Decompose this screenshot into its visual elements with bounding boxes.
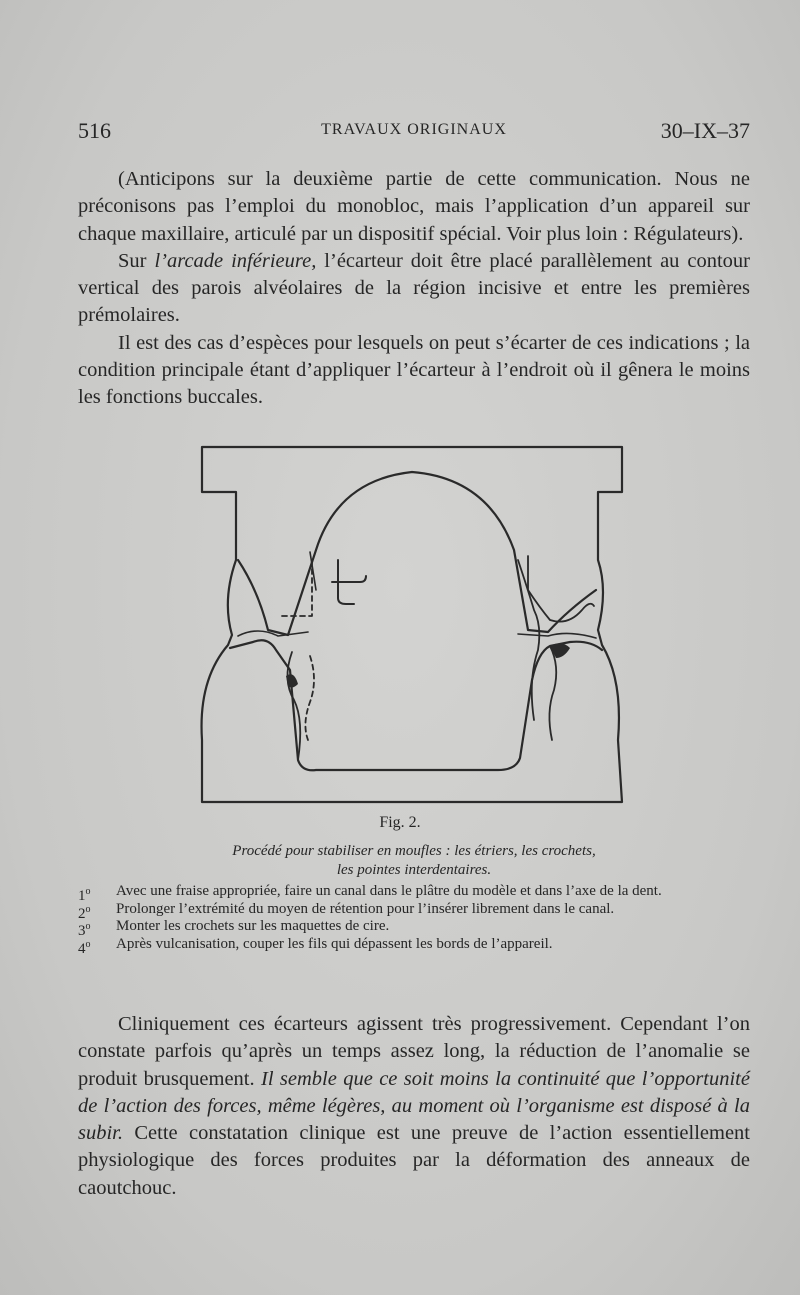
paragraph-arcade-inferieure: Sur l’arcade inférieure, l’écarteur doit être placé parallèlement au contour vertical des parois alvéolaires de la région incisive et entre les premières prémolaires.	[78, 249, 751, 327]
figure-caption	[78, 842, 750, 880]
figure-illustration	[198, 440, 634, 806]
paragraph-cliniquement: Cliniquement ces écarteurs agissent très progressivement. Cependant l’on constate parfois qu’après un temps assez long, la réduction de l’anomalie se produit brusquement. Il semble que ce soit moins la continuité que l’opportunité de l’action des forces, même légères, au moment où l’organisme est disposé à la subir. Cette constatation clinique est une preuve de l’action essentiellement physiologique des forces produites par la déformation des anneaux de caoutchouc.	[78, 1013, 750, 1199]
step-item: 1$^o$ Avec une fraise appropriée, faire un canal dans le plâtre du modèle et dans l’axe de la dent.	[78, 883, 662, 904]
paragraph-cas-especes: Il est des cas d’espèces pour lesquels on peut s’écarter de ces indications ; la condition principale étant d’appliquer l’écarteur à l’endroit où il gênera le moins les fonctions buccales.	[78, 331, 750, 409]
running-head	[78, 118, 750, 146]
step-item: 2$^o$ Prolonger l’extrémité du moyen de rétention pour l’insérer librement dans le canal.	[78, 900, 615, 922]
figure-label: Fig. 2.	[379, 814, 421, 831]
paragraph-anticipons: (Anticipons sur la deuxième partie de cette communication. Nous ne préconisons pas l’emploi du monobloc, mais l’application d’un appareil sur chaque maxillaire, articulé par un dispositif spécial. Voir plus loin : Régulateurs).	[78, 168, 750, 245]
emphasis-arcade-inferieure: l’arcade inférieure,	[154, 249, 317, 272]
journal-title: TRAVAUX ORIGINAUX	[321, 121, 507, 138]
caption-line-1: Procédé pour stabiliser en moufles : les étriers, les crochets,	[232, 843, 596, 859]
emphasis-opportunite: Il semble que ce soit moins la continuité que l’opportunité de l’action des forces, même légères, au moment où l’organisme est disposé à la subir.	[78, 1067, 750, 1145]
step-item: 4$^o$ Après vulcanisation, couper les fils qui dépassent les bords de l’appareil.	[78, 935, 553, 957]
procedure-steps	[78, 883, 750, 957]
issue-date: 30–IX–37	[660, 118, 750, 143]
step-item: 3$^o$ Monter les crochets sur les maquettes de cire.	[78, 918, 390, 939]
page-number: 516	[78, 118, 111, 143]
dental-flask-figure	[198, 440, 634, 806]
body-text-bottom	[78, 1011, 750, 1202]
body-text-top	[78, 166, 750, 412]
caption-line-2: les pointes interdentaires.	[336, 862, 492, 878]
